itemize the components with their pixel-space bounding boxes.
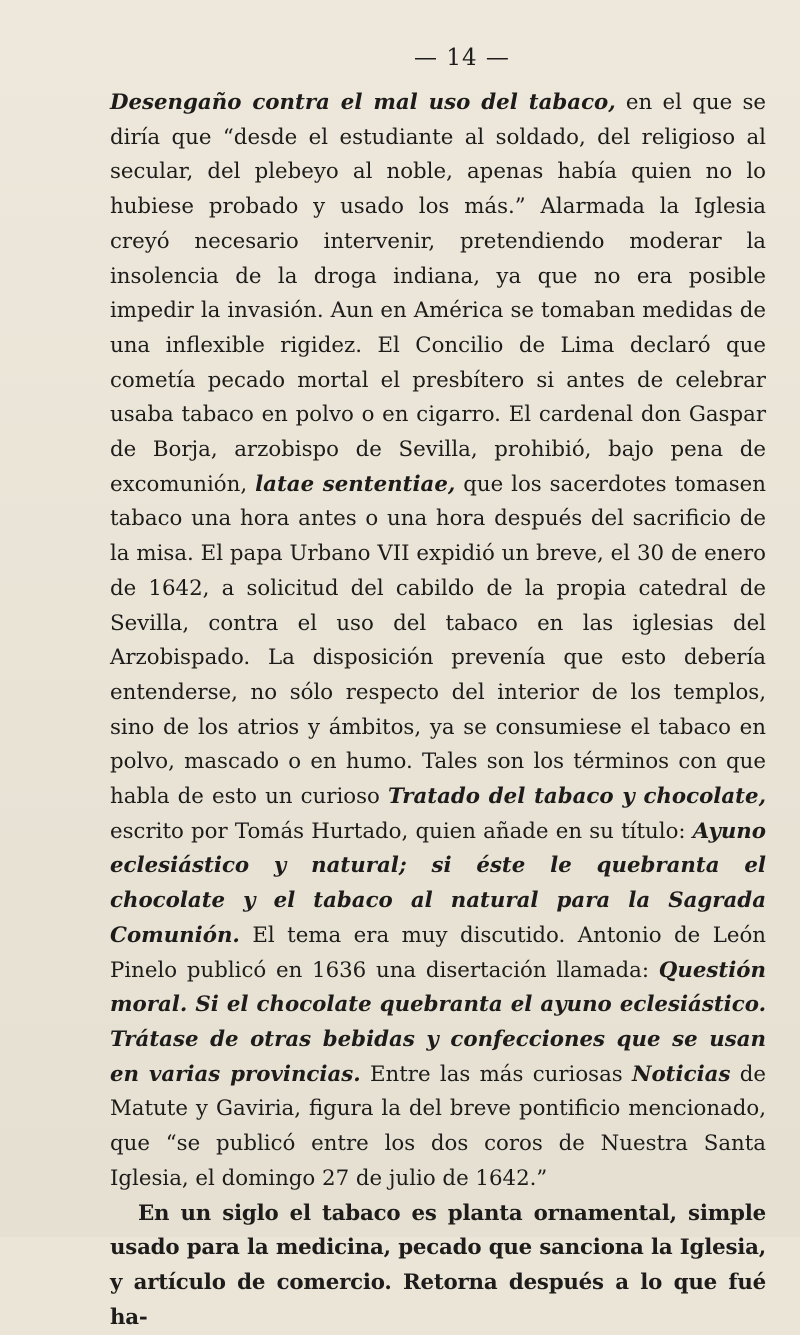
text-segment: El tema era muy discutido. Antonio de León Pinelo publicó en 1636 una disertación llamada: — [110, 923, 766, 983]
text-segment: en el que se diría que “desde el estudiante al soldado, del religioso al secular, del plebeyo al noble, apenas había quien no lo hubiese probado y usado los más.” Alarmada la Iglesia creyó necesario intervenir, pretendiendo moderar la insolencia de la droga indiana, ya que no era posible impedir la invasión. Aun en América se tomaban medidas de una inflexible rigidez. El Concilio de Lima declaró que cometía pecado mortal el presbítero si antes de celebrar usaba tabaco en polvo o en cigarro. El cardenal don Gaspar de Borja, arzobispo de Sevilla, prohibió, bajo pena de excomunión, — [110, 90, 766, 497]
paragraph-2 — [110, 1197, 766, 1335]
paragraph-1 — [110, 86, 766, 1197]
page-number: — 14 — — [110, 38, 766, 78]
text-segment: En un siglo el tabaco es planta ornamental, simple usado para la medicina, pecado que sanciona la Iglesia, y artículo de comercio. Retorna después a lo que fué ha- — [110, 1201, 766, 1330]
text-segment-italic: latae sententiae, — [255, 472, 455, 497]
body-text — [110, 86, 766, 1335]
text-segment: escrito por Tomás Hurtado, quien añade en su título: — [110, 819, 693, 844]
text-segment-italic: Noticias — [632, 1062, 730, 1087]
text-segment: que los sacerdotes tomasen tabaco una hora antes o una hora después del sacrificio de la misa. El papa Urbano VII expidió un breve, el 30 de enero de 1642, a solicitud del cabildo de la propia catedral de Sevilla, contra el uso del tabaco en las iglesias del Arzobispado. La disposición prevenía que esto debería entenderse, no sólo respecto del interior de los templos, sino de los atrios y ámbitos, ya se consumiese el tabaco en polvo, mascado o en humo. Tales son los términos con que habla de esto un curioso — [110, 472, 766, 809]
text-segment-italic: Ayuno eclesiástico y natural; si éste le quebranta el chocolate y el tabaco al natural para la Sagrada Comunión. — [110, 819, 766, 948]
text-segment-italic: Tratado del tabaco y chocolate, — [388, 784, 766, 809]
text-segment: Entre las más curiosas — [361, 1062, 632, 1087]
text-segment-italic: Desengaño contra el mal uso del tabaco, — [110, 90, 616, 115]
text-segment: de Matute y Gaviria, figura la del breve pontificio mencionado, que “se publicó entre los dos coros de Nuestra Santa Iglesia, el domingo 27 de julio de 1642.” — [110, 1062, 766, 1191]
text-segment-italic: Questión moral. Si el chocolate quebranta el ayuno eclesiástico. Trátase de otras bebidas y confecciones que se usan en varias provincias. — [110, 958, 766, 1087]
